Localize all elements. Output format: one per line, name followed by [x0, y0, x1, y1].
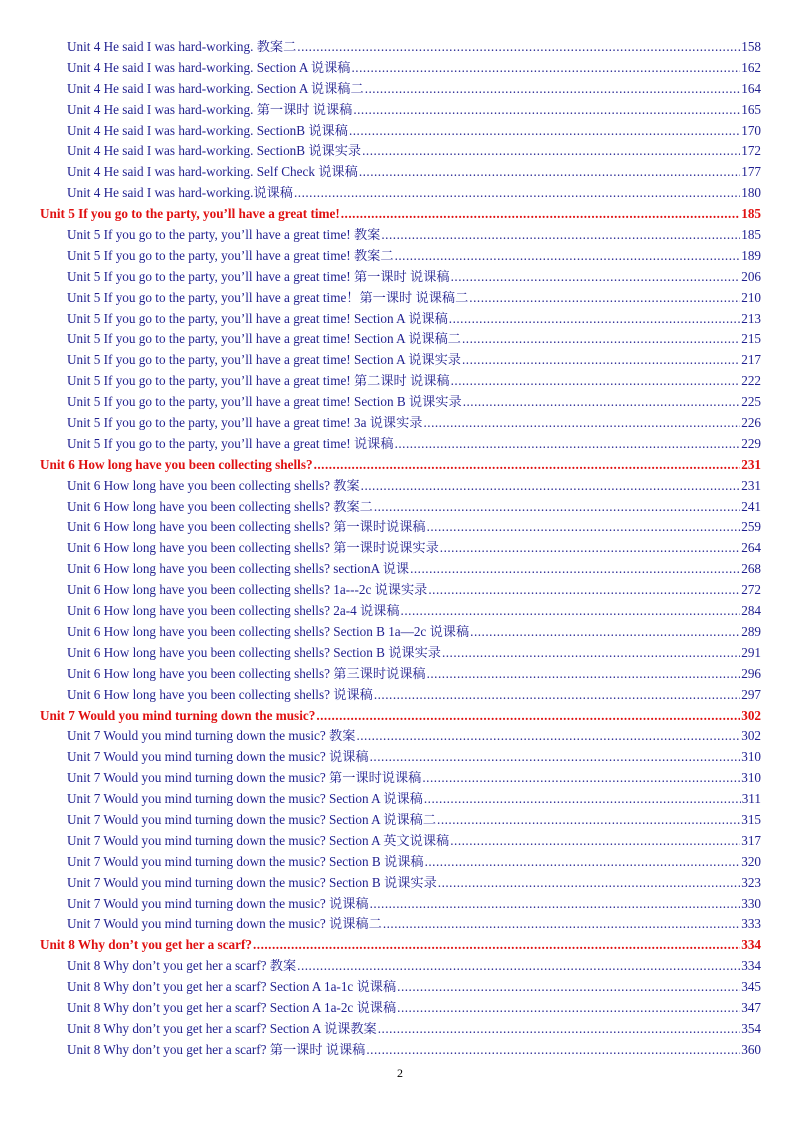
toc-entry-page: 311	[741, 791, 761, 807]
toc-unit-heading[interactable]	[40, 935, 761, 956]
dot-leader	[425, 852, 741, 873]
toc-entry-page: 215	[741, 331, 761, 347]
toc-entry-page: 317	[741, 832, 761, 848]
toc-entry[interactable]	[40, 726, 761, 747]
dot-leader	[397, 977, 740, 998]
toc-entry-page: 158	[741, 39, 761, 54]
toc-entry-title: Unit 5 If you go to the party, you’ll have a great time! 第二课时 说课稿	[67, 373, 450, 389]
toc-entry[interactable]	[40, 894, 761, 915]
toc-entry[interactable]	[40, 79, 761, 100]
toc-entry-page: 229	[741, 435, 761, 451]
toc-entry-page: 310	[741, 770, 761, 786]
toc-entry[interactable]	[40, 434, 761, 455]
toc-entry-title: Unit 4 He said I was hard-working.说课稿	[67, 185, 293, 201]
toc-entry-page: 354	[741, 1020, 761, 1036]
toc-entry-title: Unit 8 Why don’t you get her a scarf? Section A 1a-1c 说课稿	[67, 979, 397, 995]
toc-entry-page: 296	[741, 665, 761, 681]
toc-entry[interactable]	[40, 852, 761, 873]
toc-entry-title: Unit 6 How long have you been collecting shells? 教案二	[67, 498, 373, 514]
dot-leader	[314, 455, 741, 476]
toc-entry-title: Unit 7 Would you mind turning down the music? Section A 说课稿	[67, 791, 423, 807]
toc-entry-title: Unit 6 How long have you been collecting shells? 说课稿	[67, 686, 373, 702]
dot-leader	[395, 434, 741, 455]
toc-entry[interactable]	[40, 580, 761, 601]
toc-unit-heading[interactable]	[40, 455, 761, 476]
toc-unit-heading[interactable]	[40, 204, 761, 225]
dot-leader	[383, 914, 740, 935]
toc-entry-page: 284	[741, 603, 761, 619]
dot-leader	[397, 998, 740, 1019]
toc-entry-title: Unit 7 Would you mind turning down the music? 说课稿	[67, 749, 369, 765]
toc-entry[interactable]	[40, 789, 761, 810]
dot-leader	[370, 894, 741, 915]
toc-entry-title: Unit 6 How long have you been collecting shells? 1a---2c 说课实录	[67, 582, 428, 598]
toc-entry-title: Unit 5 If you go to the party, you’ll have a great time! 教案二	[67, 247, 394, 263]
toc-entry-title: Unit 7 Would you mind turning down the music? 说课稿	[67, 895, 369, 911]
dot-leader	[297, 956, 740, 977]
toc-entry-page: 310	[741, 749, 761, 765]
toc-entry[interactable]	[40, 538, 761, 559]
toc-entry[interactable]	[40, 497, 761, 518]
toc-entry-page: 172	[741, 143, 761, 159]
toc-entry-page: 177	[741, 164, 761, 180]
toc-entry-title: Unit 7 Would you mind turning down the music? 教案	[67, 728, 356, 744]
toc-entry-page: 180	[741, 185, 761, 201]
toc-entry-title: Unit 5 If you go to the party, you’ll have a great time! Section A 说课实录	[67, 352, 461, 368]
table-of-contents	[40, 37, 761, 1061]
toc-entry-title: Unit 6 How long have you been collecting shells? 第三课时说课稿	[67, 665, 426, 681]
dot-leader	[470, 622, 740, 643]
dot-leader	[427, 517, 741, 538]
toc-entry-page: 217	[741, 352, 761, 368]
toc-entry-title: Unit 4 He said I was hard-working. SectionB 说课实录	[67, 143, 362, 159]
toc-entry-title: Unit 5 If you go to the party, you’ll have a great time! 说课稿	[67, 435, 394, 451]
dot-leader	[469, 288, 740, 309]
toc-entry[interactable]	[40, 58, 761, 79]
toc-entry[interactable]	[40, 956, 761, 977]
page-number: 2	[397, 1066, 403, 1080]
toc-entry[interactable]	[40, 37, 761, 58]
toc-entry-page: 164	[741, 80, 761, 96]
toc-entry-title: Unit 4 He said I was hard-working. Section A 说课稿二	[67, 80, 364, 96]
dot-leader	[463, 392, 741, 413]
toc-entry[interactable]	[40, 873, 761, 894]
toc-entry-title: Unit 8 Why don’t you get her a scarf? Section A 说课教案	[67, 1020, 377, 1036]
toc-entry[interactable]	[40, 517, 761, 538]
toc-entry-page: 189	[741, 247, 761, 263]
toc-entry-page: 302	[741, 728, 761, 744]
toc-entry[interactable]	[40, 183, 761, 204]
toc-entry-title: Unit 4 He said I was hard-working. 教案二	[67, 39, 297, 54]
toc-entry-title: Unit 5 If you go to the party, you’ll have a great time! 教案	[67, 227, 381, 243]
toc-entry[interactable]	[40, 1019, 761, 1040]
toc-entry-page: 297	[741, 686, 761, 702]
dot-leader	[349, 121, 740, 142]
toc-entry-title: Unit 5 If you go to the party, you’ll have a great time! Section B 说课实录	[67, 394, 462, 410]
dot-leader	[462, 350, 740, 371]
toc-entry[interactable]	[40, 1040, 761, 1061]
toc-entry-title: Unit 6 How long have you been collecting shells? 第一课时说课实录	[67, 540, 439, 556]
toc-entry-title: Unit 6 How long have you been collecting shells? 2a-4 说课稿	[67, 603, 400, 619]
toc-entry-title: Unit 5 If you go to the party, you’ll have a great time！第一课时 说课稿二	[67, 289, 469, 305]
toc-entry[interactable]	[40, 559, 761, 580]
toc-entry-title: Unit 6 How long have you been collecting shells? 教案	[67, 477, 360, 493]
toc-entry[interactable]	[40, 121, 761, 142]
dot-leader	[374, 685, 740, 706]
dot-leader	[341, 204, 740, 225]
dot-leader	[362, 141, 740, 162]
dot-leader	[361, 476, 741, 497]
toc-entry-title: Unit 6 How long have you been collecting shells? Section B 1a—2c 说课稿	[67, 623, 470, 639]
dot-leader	[378, 1019, 740, 1040]
toc-entry[interactable]	[40, 685, 761, 706]
dot-leader	[440, 538, 740, 559]
toc-entry-title: Unit 4 He said I was hard-working. SectionB 说课稿	[67, 122, 348, 138]
toc-entry[interactable]	[40, 977, 761, 998]
toc-entry-title: Unit 7 Would you mind turning down the music? Section A 说课稿二	[67, 811, 437, 827]
toc-entry-title: Unit 7 Would you mind turning down the music? 说课稿二	[67, 916, 382, 932]
toc-entry-page: 334	[741, 937, 761, 953]
dot-leader	[353, 100, 740, 121]
toc-entry[interactable]	[40, 413, 761, 434]
toc-entry-page: 165	[741, 101, 761, 117]
dot-leader	[423, 413, 740, 434]
toc-entry-title: Unit 7 Would you mind turning down the music? 第一课时说课稿	[67, 770, 422, 786]
dot-leader	[438, 873, 740, 894]
toc-entry-page: 330	[741, 895, 761, 911]
toc-entry-page: 170	[741, 122, 761, 138]
dot-leader	[395, 246, 741, 267]
toc-entry-page: 334	[741, 958, 761, 974]
dot-leader	[365, 79, 741, 100]
dot-leader	[401, 601, 741, 622]
toc-entry[interactable]	[40, 747, 761, 768]
toc-entry-title: Unit 4 He said I was hard-working. Section A 说课稿	[67, 59, 351, 75]
toc-entry[interactable]	[40, 831, 761, 852]
toc-entry-page: 268	[741, 561, 761, 577]
toc-entry-page: 162	[741, 59, 761, 75]
toc-entry[interactable]	[40, 141, 761, 162]
toc-entry[interactable]	[40, 643, 761, 664]
dot-leader	[451, 267, 741, 288]
toc-entry-page: 347	[741, 999, 761, 1015]
toc-entry-title: Unit 4 He said I was hard-working. Self Check 说课稿	[67, 164, 358, 180]
dot-leader	[450, 831, 740, 852]
toc-entry-page: 360	[741, 1041, 761, 1057]
dot-leader	[370, 747, 741, 768]
toc-entry-page: 259	[741, 519, 761, 535]
dot-leader	[352, 58, 741, 79]
dot-leader	[294, 183, 740, 204]
toc-entry[interactable]	[40, 246, 761, 267]
toc-entry[interactable]	[40, 914, 761, 935]
dot-leader	[449, 309, 740, 330]
toc-entry-title: Unit 6 How long have you been collecting shells? sectionA 说课	[67, 561, 410, 577]
toc-entry-title: Unit 8 Why don’t you get her a scarf?	[40, 937, 252, 953]
toc-entry[interactable]	[40, 162, 761, 183]
dot-leader	[359, 162, 740, 183]
toc-entry-page: 185	[741, 227, 761, 243]
toc-entry[interactable]	[40, 476, 761, 497]
toc-entry-title: Unit 5 If you go to the party, you’ll have a great time! 3a 说课实录	[67, 415, 423, 431]
toc-entry[interactable]	[40, 225, 761, 246]
toc-entry-page: 333	[741, 916, 761, 932]
toc-entry-page: 206	[741, 268, 761, 284]
toc-entry[interactable]	[40, 371, 761, 392]
toc-entry-page: 213	[741, 310, 761, 326]
toc-entry-page: 302	[741, 707, 761, 723]
dot-leader	[451, 371, 741, 392]
toc-entry-title: Unit 6 How long have you been collecting shells?	[40, 456, 313, 472]
toc-entry-title: Unit 7 Would you mind turning down the music? Section A 英文说课稿	[67, 832, 450, 848]
toc-entry-title: Unit 8 Why don’t you get her a scarf? 第一课时 说课稿	[67, 1041, 366, 1057]
dot-leader	[428, 580, 740, 601]
toc-entry-page: 231	[741, 456, 761, 472]
toc-entry[interactable]	[40, 601, 761, 622]
toc-entry-title: Unit 8 Why don’t you get her a scarf? 教案	[67, 958, 297, 974]
toc-entry-title: Unit 7 Would you mind turning down the music?	[40, 707, 316, 723]
toc-entry[interactable]	[40, 350, 761, 371]
dot-leader	[462, 329, 740, 350]
toc-entry-page: 231	[741, 477, 761, 493]
dot-leader	[356, 726, 740, 747]
toc-entry[interactable]	[40, 664, 761, 685]
dot-leader	[410, 559, 740, 580]
toc-entry-page: 226	[741, 415, 761, 431]
dot-leader	[374, 497, 740, 518]
toc-entry[interactable]	[40, 267, 761, 288]
toc-unit-heading[interactable]	[40, 706, 761, 727]
toc-entry-title: Unit 5 If you go to the party, you’ll have a great time! Section A 说课稿二	[67, 331, 461, 347]
dot-leader	[422, 768, 740, 789]
toc-entry-page: 264	[741, 540, 761, 556]
toc-entry-page: 320	[741, 853, 761, 869]
toc-entry-page: 323	[741, 874, 761, 890]
toc-entry-title: Unit 4 He said I was hard-working. 第一课时 说课稿	[67, 101, 353, 117]
toc-entry-page: 222	[741, 373, 761, 389]
toc-entry-page: 289	[741, 623, 761, 639]
toc-entry-title: Unit 5 If you go to the party, you’ll have a great time! Section A 说课稿	[67, 310, 448, 326]
toc-entry[interactable]	[40, 309, 761, 330]
toc-entry-page: 345	[741, 979, 761, 995]
dot-leader	[437, 810, 740, 831]
toc-entry-page: 210	[741, 289, 761, 305]
toc-entry[interactable]	[40, 622, 761, 643]
toc-entry[interactable]	[40, 810, 761, 831]
dot-leader	[442, 643, 740, 664]
toc-entry-title: Unit 7 Would you mind turning down the music? Section B 说课稿	[67, 853, 424, 869]
toc-entry[interactable]	[40, 288, 761, 309]
toc-entry[interactable]	[40, 392, 761, 413]
toc-entry-page: 225	[741, 394, 761, 410]
toc-entry-title: Unit 5 If you go to the party, you’ll have a great time! 第一课时 说课稿	[67, 268, 450, 284]
dot-leader	[297, 37, 740, 58]
toc-entry-title: Unit 7 Would you mind turning down the music? Section B 说课实录	[67, 874, 437, 890]
dot-leader	[381, 225, 740, 246]
toc-entry[interactable]	[40, 329, 761, 350]
toc-entry-title: Unit 6 How long have you been collecting shells? 第一课时说课稿	[67, 519, 426, 535]
toc-entry[interactable]	[40, 768, 761, 789]
toc-entry-title: Unit 6 How long have you been collecting shells? Section B 说课实录	[67, 644, 441, 660]
toc-entry-page: 241	[741, 498, 761, 514]
dot-leader	[366, 1040, 740, 1061]
toc-entry-page: 315	[741, 811, 761, 827]
toc-entry-page: 185	[741, 206, 761, 222]
dot-leader	[424, 789, 741, 810]
toc-entry-page: 272	[741, 582, 761, 598]
dot-leader	[253, 935, 740, 956]
toc-entry-title: Unit 8 Why don’t you get her a scarf? Section A 1a-2c 说课稿	[67, 999, 397, 1015]
toc-entry[interactable]	[40, 100, 761, 121]
toc-entry[interactable]	[40, 998, 761, 1019]
dot-leader	[427, 664, 741, 685]
toc-entry-page: 291	[741, 644, 761, 660]
toc-entry-title: Unit 5 If you go to the party, you’ll have a great time!	[40, 206, 340, 222]
dot-leader	[316, 706, 740, 727]
